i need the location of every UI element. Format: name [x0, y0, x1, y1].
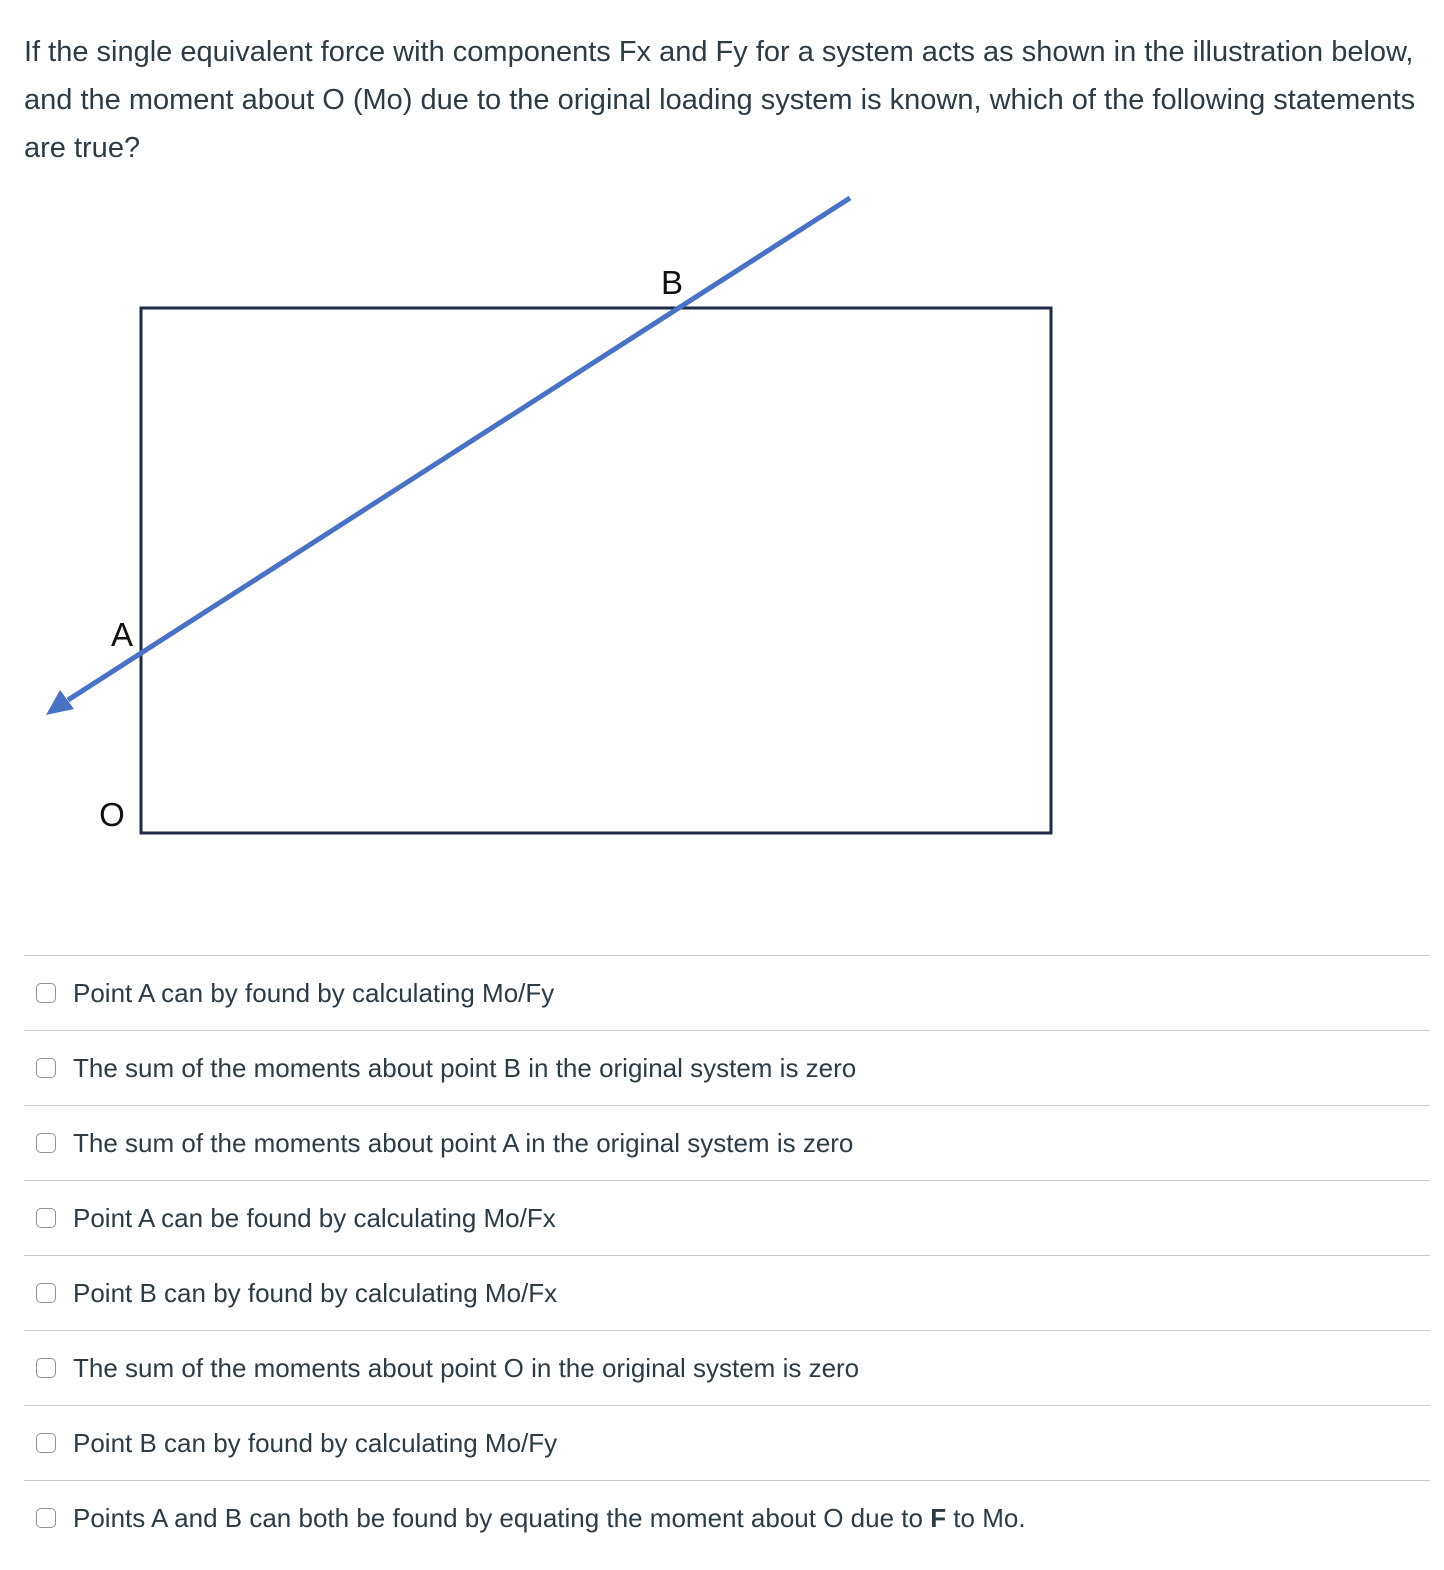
answer-checkbox[interactable]	[36, 983, 56, 1003]
force-line-of-action	[68, 198, 850, 700]
answer-option[interactable]	[24, 1330, 1430, 1405]
answer-option[interactable]	[24, 1030, 1430, 1105]
label-point-a: A	[110, 616, 134, 653]
answer-label-start: Points A and B can both be found by equating the moment about O due to	[73, 1503, 931, 1533]
answer-option[interactable]	[24, 1180, 1430, 1255]
body-rectangle	[141, 308, 1051, 833]
label-point-b: B	[660, 264, 684, 301]
answer-label	[73, 1503, 1026, 1533]
answer-list	[24, 955, 1430, 1555]
answer-checkbox[interactable]	[36, 1058, 56, 1078]
answer-option[interactable]	[24, 1405, 1430, 1480]
answer-label-end: to Mo.	[946, 1503, 1026, 1533]
answer-label: The sum of the moments about point A in the original system is zero	[73, 1128, 854, 1158]
answer-checkbox[interactable]	[36, 1283, 56, 1303]
answer-label: The sum of the moments about point B in the original system is zero	[73, 1053, 857, 1083]
answer-label: Point B can by found by calculating Mo/Fx	[73, 1278, 558, 1308]
force-diagram	[0, 180, 1444, 860]
answer-option[interactable]	[24, 1255, 1430, 1330]
answer-label: The sum of the moments about point O in the original system is zero	[73, 1353, 860, 1383]
label-point-o: O	[99, 796, 125, 833]
question-text: If the single equivalent force with components Fx and Fy for a system acts as shown in the illustration below, and the moment about O (Mo) due to the original loading system is known, which of the following statements are true?	[24, 36, 1416, 164]
force-diagram-svg	[0, 180, 1444, 860]
answer-checkbox[interactable]	[36, 1358, 56, 1378]
answer-checkbox[interactable]	[36, 1433, 56, 1453]
answer-checkbox[interactable]	[36, 1133, 56, 1153]
answer-label: Point B can by found by calculating Mo/Fy	[73, 1428, 558, 1458]
answer-checkbox[interactable]	[36, 1508, 56, 1528]
answer-checkbox[interactable]	[36, 1208, 56, 1228]
answer-option[interactable]	[24, 1480, 1430, 1555]
answer-option[interactable]	[24, 955, 1430, 1030]
answer-label: Point A can be found by calculating Mo/Fx	[73, 1203, 556, 1233]
answer-label-bold: F	[930, 1503, 947, 1533]
answer-label: Point A can by found by calculating Mo/Fy	[73, 978, 555, 1008]
answer-option[interactable]	[24, 1105, 1430, 1180]
force-arrowhead-icon	[46, 690, 74, 715]
